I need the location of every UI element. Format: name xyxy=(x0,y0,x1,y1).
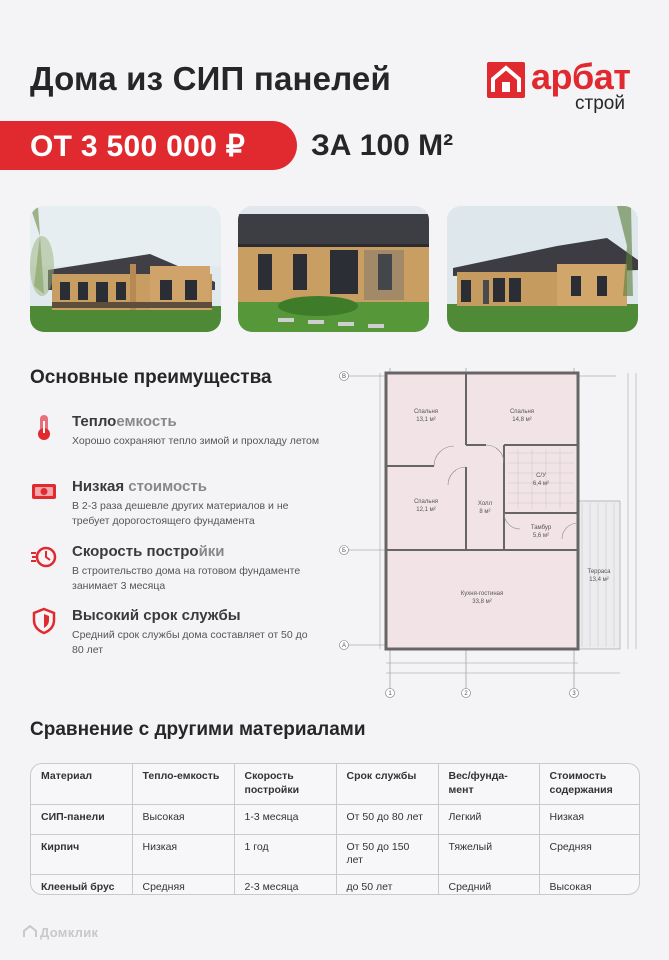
table-row xyxy=(31,874,639,895)
advantage-title-part: стоимость xyxy=(128,478,207,495)
area-label: ЗА 100 М² xyxy=(311,129,454,162)
axis-label: А xyxy=(341,643,347,649)
axis-label: 3 xyxy=(572,691,576,697)
table-cell: 1-3 месяца xyxy=(234,804,336,834)
advantage-title-part: Низкая xyxy=(72,478,129,495)
advantage-title-part: Высокий срок службы xyxy=(72,607,241,624)
logo-text: арбат xyxy=(531,56,631,97)
room-name: Холл xyxy=(477,501,493,507)
table-cell: Клееный брус xyxy=(31,874,132,895)
advantage-title xyxy=(72,413,177,430)
advantage-desc: Хорошо сохраняют тепло зимой и прохладу летом xyxy=(72,435,320,447)
house-photo-1 xyxy=(30,206,221,332)
table-cell: Средняя xyxy=(132,874,234,895)
table-cell: до 50 лет xyxy=(336,874,438,895)
money-icon xyxy=(30,478,58,506)
room-area: 8 м² xyxy=(479,509,491,515)
advantage-desc: В строительство дома на готовом фундаменте занимает 3 месяца xyxy=(72,565,301,592)
table-header: Материал xyxy=(31,764,132,804)
table-cell: Низкая xyxy=(539,804,639,834)
table-header: Тепло-емкость xyxy=(132,764,234,804)
advantage-title xyxy=(72,607,241,624)
logo-subtext: строй xyxy=(575,93,625,114)
table-cell: От 50 до 150 лет xyxy=(336,834,438,874)
room-name: Спальня xyxy=(413,499,439,505)
table-header: Скорость постройки xyxy=(234,764,336,804)
room-area: 13,1 м² xyxy=(416,417,436,423)
advantages-title: Основные преимущества xyxy=(30,367,272,388)
table-row xyxy=(31,804,639,834)
room-area: 14,8 м² xyxy=(512,417,532,423)
logo-house-icon xyxy=(487,62,525,98)
room-name: Спальня xyxy=(509,409,535,415)
watermark-text: Домклик xyxy=(40,925,99,940)
table-header: Срок службы xyxy=(336,764,438,804)
room-name: Тамбур xyxy=(530,525,552,531)
table-cell: 1 год xyxy=(234,834,336,874)
axis-label: В xyxy=(341,374,347,380)
floor-plan xyxy=(336,363,642,703)
advantage-title-part: йки xyxy=(198,543,225,560)
table-cell: Кирпич xyxy=(31,834,132,874)
table-cell: Средняя xyxy=(539,834,639,874)
table-cell: Высокая xyxy=(549,880,592,893)
table-cell: 2-3 месяца xyxy=(234,874,336,895)
table-cell: СИП-панели xyxy=(31,804,132,834)
table-row xyxy=(31,834,639,874)
table-header-row xyxy=(31,764,639,804)
room-name: Кухня-гостиная xyxy=(460,591,504,597)
axis-label: 2 xyxy=(464,691,468,697)
room-area: 12,1 м² xyxy=(416,507,436,513)
company-logo xyxy=(487,56,637,115)
speed-clock-icon xyxy=(30,543,58,571)
advantage-desc: Средний срок службы дома составляет от 50 до 80 лет xyxy=(72,629,308,656)
advantage-title-part: Тепло xyxy=(72,413,117,430)
axis-label: 1 xyxy=(388,691,392,697)
table-cell: Высокая xyxy=(132,804,234,834)
room-area: 5,6 м² xyxy=(532,533,550,539)
table-cell: Тяжелый xyxy=(438,834,539,874)
table-cell: От 50 до 80 лет xyxy=(336,804,438,834)
room-area: 33,8 м² xyxy=(472,599,492,605)
thermometer-icon xyxy=(30,413,58,441)
price-label: ОТ 3 500 000 ₽ xyxy=(30,130,246,163)
shield-icon xyxy=(30,607,58,635)
advantage-title xyxy=(72,543,225,560)
room-name: Спальня xyxy=(413,409,439,415)
house-photo-2 xyxy=(238,206,429,332)
room-area: 13,4 м² xyxy=(589,577,609,583)
domclick-logo-icon xyxy=(22,925,38,939)
room-area: 6,4 м² xyxy=(532,481,550,487)
table-header: Стоимость содержания xyxy=(539,764,639,804)
table-cell: Легкий xyxy=(438,804,539,834)
house-photo-3 xyxy=(447,206,638,332)
watermark xyxy=(22,925,98,940)
axis-label: Б xyxy=(342,548,346,554)
advantage-title xyxy=(72,478,207,495)
room-name: С/У xyxy=(536,473,546,479)
table-cell: Средний xyxy=(438,874,539,895)
advantage-desc: В 2-3 раза дешевле других материалов и не требует дорогостоящего фундамента xyxy=(72,500,289,527)
comparison-title: Сравнение с другими материалами xyxy=(30,719,366,740)
table-cell: Низкая xyxy=(132,834,234,874)
table-header: Вес/фунда-мент xyxy=(438,764,539,804)
advantage-title-part: Скорость постро xyxy=(72,543,199,560)
comparison-table xyxy=(30,763,640,895)
advantage-title-part: емкость xyxy=(116,413,177,430)
page-title: Дома из СИП панелей xyxy=(30,60,391,97)
room-name: Терраса xyxy=(587,569,611,575)
